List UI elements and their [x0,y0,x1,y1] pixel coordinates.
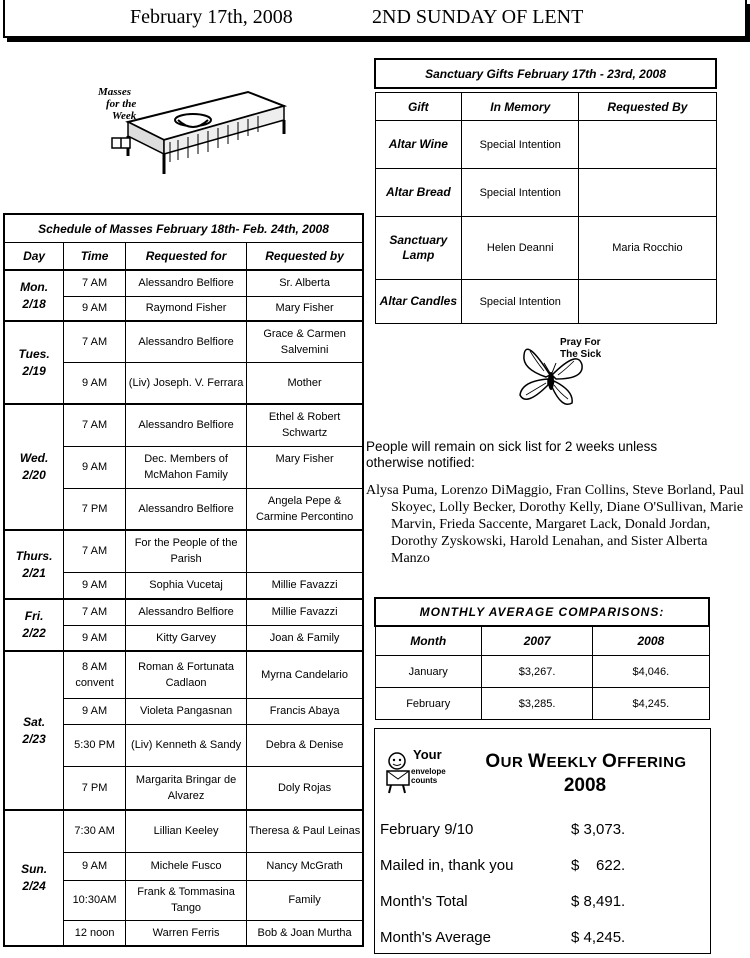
requested-for: Alessandro Belfiore [125,599,246,625]
requested-by: Ethel & Robert Schwartz [247,404,363,446]
day-date: 2/22 [22,626,46,640]
logo-your: Your [413,747,442,762]
sick-list-notice: People will remain on sick list for 2 weeks unless otherwise notified: [366,439,658,470]
title-part: UR [500,754,529,771]
comparison-2007: $3,267. [481,656,592,688]
requested-for: Warren Ferris [125,920,246,946]
mass-time: 9 AM [64,572,126,599]
column-header-2007: 2007 [481,626,592,656]
requested-by: Mother [247,362,363,404]
monthly-average-comparisons [374,597,710,720]
day-date: 2/21 [22,565,46,580]
mass-time: 9 AM [64,625,126,651]
schedule-caption: Schedule of Masses February 18th- Feb. 24th, 2008 [4,214,363,243]
requested-for: Roman & Fortunata Cadlaon [125,651,246,698]
offering-line-label: February 9/10 [380,821,474,838]
mass-time: 7 AM [64,270,126,296]
requested-for: Margarita Bringar de Alvarez [125,766,246,810]
requested-by: Family [247,880,363,920]
gift-memory: Helen Deanni [462,217,579,280]
sick-list-names: Alysa Puma, Lorenzo DiMaggio, Fran Collins, Steve Borland, Paul Skoyec, Lolly Becker, Dorothy Kelly, Diane O'Sullivan, Marie Marvin, Frieda Saccente, Margaret Lack, Donald Jordan, Dorothy Zyskowski, Harold Lenahan, and Sister Alberta Manzo [366,483,744,566]
comparisons-table [374,597,710,720]
requested-by: Doly Rojas [247,766,363,810]
mass-time: 9 AM [64,446,126,488]
day-cell [4,599,64,651]
column-header-day: Day [4,243,64,271]
offering-line-amount: $ 622. [571,857,626,874]
gift-name: Altar Candles [375,280,462,324]
requested-by: Bob & Joan Murtha [247,920,363,946]
gift-name: Altar Bread [375,169,462,217]
masses-for-the-week-logo [98,82,288,182]
column-header-month: Month [375,626,481,656]
title-letter: O [601,751,618,772]
requested-for: (Liv) Kenneth & Sandy [125,724,246,766]
requested-for: Frank & Tommasina Tango [125,880,246,920]
mass-time: 7:30 AM [64,810,126,852]
column-header-in-memory: In Memory [462,93,579,121]
sanctuary-gifts-table [374,58,717,324]
column-header-2008: 2008 [593,626,709,656]
offering-title [470,751,702,773]
day-name: Fri. [24,609,44,623]
gift-memory: Special Intention [462,121,579,169]
mass-time: 12 noon [64,920,126,946]
mass-time: 9 AM [64,698,126,724]
pray-for-the-sick-logo [516,335,626,410]
day-name: Thurs. [15,548,53,563]
requested-by: Millie Favazzi [247,599,363,625]
day-date: 2/20 [22,468,46,482]
gift-requested-by [579,280,716,324]
mass-time: 9 AM [64,362,126,404]
requested-for: Alessandro Belfiore [125,321,246,362]
day-cell [4,404,64,530]
offering-line-label: Mailed in, thank you [380,857,514,874]
gift-requested-by: Maria Rocchio [579,217,716,280]
mass-time: 9 AM [64,852,126,880]
pray-logo-line-1: Pray For [560,337,601,348]
requested-by: Angela Pepe & Carmine Percontino [247,488,363,530]
comparison-2008: $4,245. [593,688,709,720]
gift-requested-by [579,121,716,169]
day-name: Sun. [21,862,48,876]
offering-line-label: Month's Total [380,893,468,910]
weekly-offering-box [374,728,711,954]
page-header [3,0,747,38]
day-cell [4,810,64,946]
bulletin-date: February 17th, 2008 [130,6,293,28]
mass-time: 7 PM [64,488,126,530]
comparisons-caption: MONTHLY AVERAGE COMPARISONS: [375,598,709,626]
day-name: Sat. [23,714,46,729]
column-header-requested-by: Requested by [247,243,363,271]
day-cell [4,530,64,599]
requested-for: Alessandro Belfiore [125,404,246,446]
offering-line-label: Month's Average [380,929,491,946]
requested-for: For the People of the Parish [125,530,246,572]
requested-by [247,530,363,572]
offering-line-amount: $ 3,073. [571,821,626,838]
offering-year: 2008 [563,775,607,796]
mass-time: 7 PM [64,766,126,810]
day-date: 2/18 [22,296,46,311]
day-cell [4,321,64,404]
requested-for: Violeta Pangasnan [125,698,246,724]
title-letter: W [528,751,547,772]
title-part: FFERING [617,754,687,771]
day-date: 2/19 [22,363,46,378]
comparison-month: February [375,688,481,720]
requested-for: (Liv) Joseph. V. Ferrara [125,362,246,404]
gift-requested-by [579,169,716,217]
day-name: Mon. [20,279,49,294]
column-header-requested-for: Requested for [125,243,246,271]
requested-for: Sophia Vucetaj [125,572,246,599]
requested-by: Francis Abaya [247,698,363,724]
mass-time: 7 AM [64,321,126,362]
title-letter: O [485,751,501,772]
mass-time: 9 AM [64,296,126,321]
title-part: EEKLY [546,754,602,771]
gift-memory: Special Intention [462,169,579,217]
mass-schedule [3,213,364,947]
day-date: 2/24 [22,879,46,893]
requested-by: Nancy McGrath [247,852,363,880]
envelope-counts-logo [383,747,463,797]
mass-time: 8 AM convent [64,651,126,698]
day-date: 2/23 [22,731,46,746]
day-name: Tues. [18,346,50,361]
comparison-2008: $4,046. [593,656,709,688]
comparison-2007: $3,285. [481,688,592,720]
mass-time: 7 AM [64,599,126,625]
mass-time: 7 AM [64,404,126,446]
requested-by: Sr. Alberta [247,270,363,296]
gifts-caption: Sanctuary Gifts February 17th - 23rd, 2008 [375,59,716,88]
day-cell [4,651,64,810]
offering-line-amount: $ 4,245. [571,929,626,946]
requested-for: Michele Fusco [125,852,246,880]
mass-schedule-table [3,213,364,947]
bulletin-title: 2ND SUNDAY OF LENT [372,6,584,28]
logo-line-3: Week [112,110,137,122]
gift-name: Sanctuary Lamp [375,217,462,280]
requested-for: Kitty Garvey [125,625,246,651]
mass-time: 5:30 PM [64,724,126,766]
requested-by: Millie Favazzi [247,572,363,599]
logo-envelope-counts: envelope counts [411,767,446,785]
mass-time: 10:30AM [64,880,126,920]
logo-line-2: for the [106,98,137,110]
requested-for: Alessandro Belfiore [125,270,246,296]
requested-by: Theresa & Paul Leinas [247,810,363,852]
column-header-time: Time [64,243,126,271]
requested-by: Mary Fisher [247,296,363,321]
requested-for: Lillian Keeley [125,810,246,852]
column-header-gift: Gift [375,93,462,121]
requested-for: Alessandro Belfiore [125,488,246,530]
day-cell [4,270,64,321]
requested-by: Joan & Family [247,625,363,651]
gift-name: Altar Wine [375,121,462,169]
day-name: Wed. [19,451,49,465]
requested-by: Debra & Denise [247,724,363,766]
logo-line-1: Masses [98,86,132,98]
pray-logo-line-2: The Sick [560,349,602,360]
sanctuary-gifts [374,58,717,324]
offering-line-amount: $ 8,491. [571,893,626,910]
requested-by: Mary Fisher [247,446,363,488]
mass-time: 7 AM [64,530,126,572]
requested-for: Raymond Fisher [125,296,246,321]
column-header-requested-by: Requested By [579,93,716,121]
comparison-month: January [375,656,481,688]
requested-by: Myrna Candelario [247,651,363,698]
requested-by: Grace & Carmen Salvemini [247,321,363,362]
gift-memory: Special Intention [462,280,579,324]
requested-for: Dec. Members of McMahon Family [125,446,246,488]
